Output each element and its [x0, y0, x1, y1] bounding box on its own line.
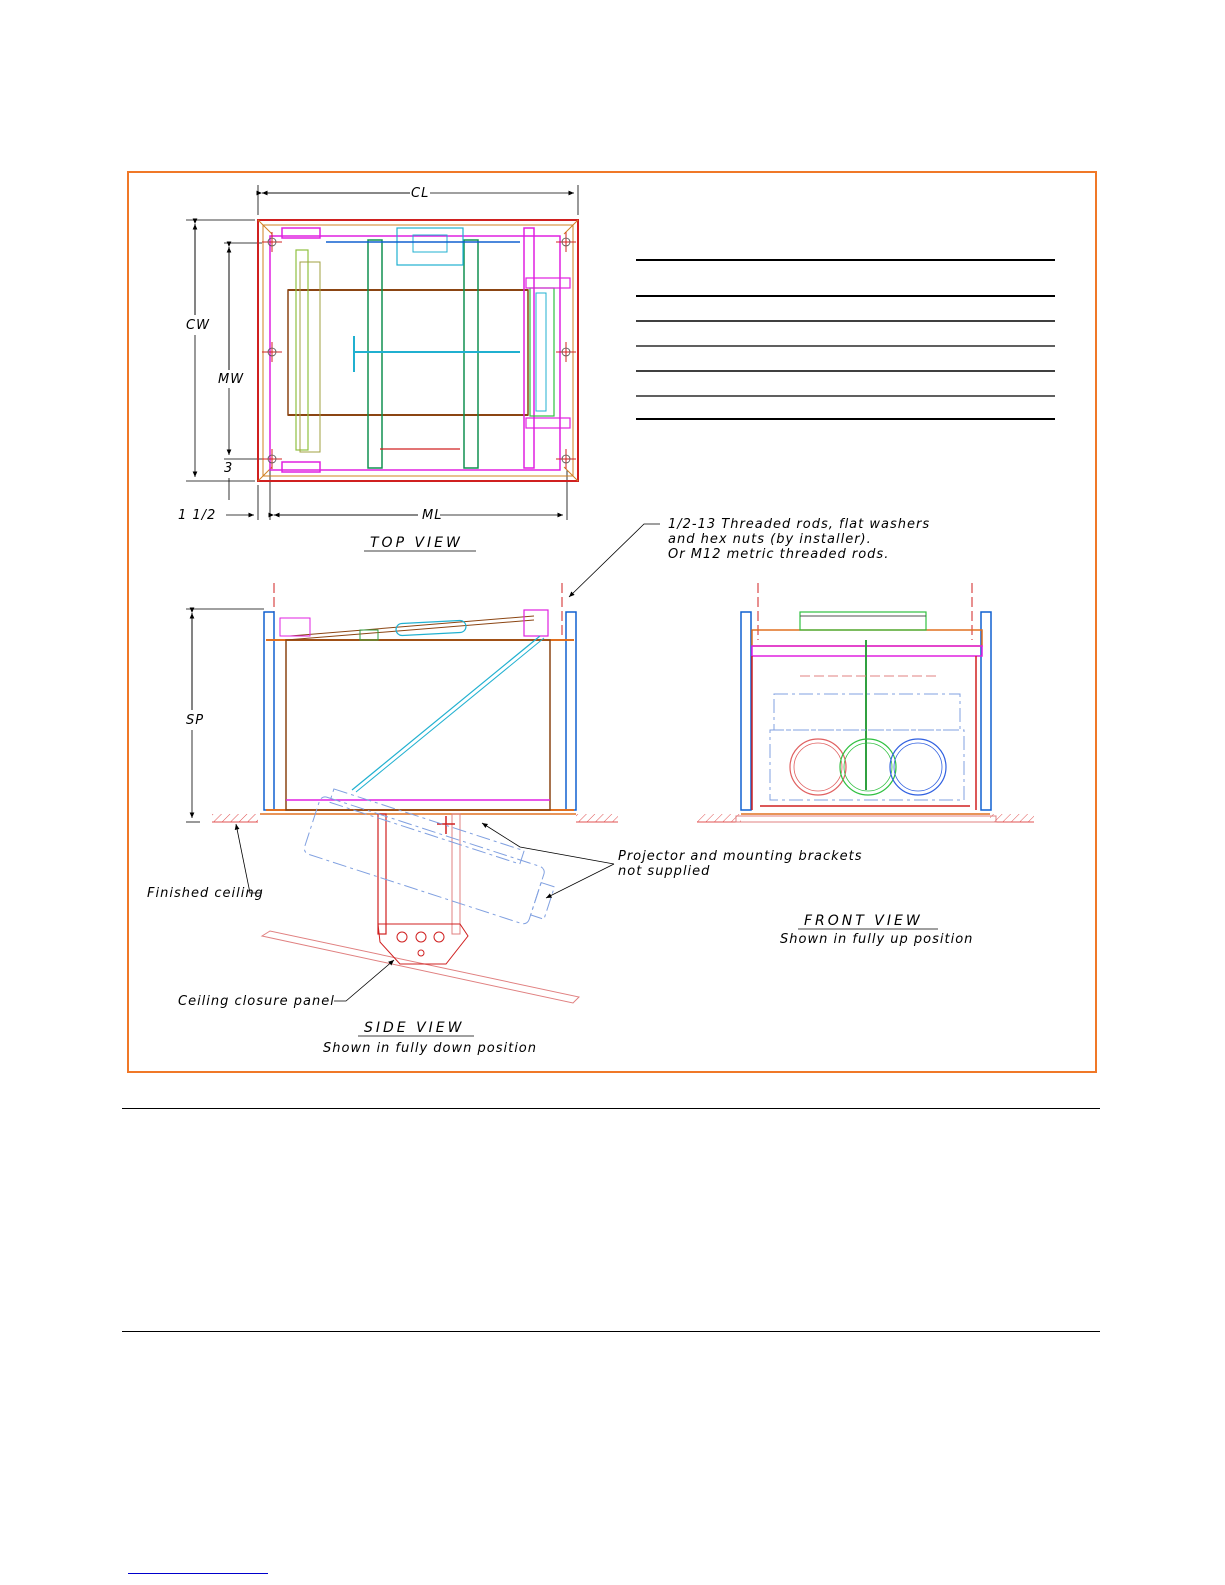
ceiling-hatch-left — [212, 814, 258, 822]
blank-table — [636, 260, 1055, 419]
three-label: 3 — [224, 461, 234, 476]
closure-panel-label: Ceiling closure panel — [178, 994, 335, 1009]
rods-line3: Or M12 metric threaded rods. — [668, 547, 890, 562]
cw-label: CW — [186, 318, 210, 333]
mw-label: MW — [218, 372, 245, 387]
one-half-label: 1 1/2 — [178, 508, 217, 523]
cw-dimension — [186, 220, 255, 481]
ceiling-hatch-front-left — [697, 814, 741, 822]
side-view-title: SIDE VIEW — [364, 1020, 465, 1036]
finished-ceiling-label: Finished ceiling — [147, 886, 264, 901]
ml-label: ML — [422, 508, 443, 523]
side-view — [147, 583, 863, 1056]
ml-dimension — [226, 470, 567, 520]
side-view-subtitle: Shown in fully down position — [323, 1041, 537, 1056]
ceiling-hatch-right — [576, 814, 618, 822]
ceiling-hatch-front-right — [990, 814, 1034, 822]
rods-line2: and hex nuts (by installer). — [668, 532, 872, 547]
threaded-rods-callout — [569, 517, 930, 597]
divider-top — [122, 1108, 1100, 1109]
footer-link-underline — [128, 1573, 268, 1574]
top-view — [178, 185, 578, 551]
cl-label: CL — [411, 186, 430, 201]
front-view — [697, 583, 1034, 947]
projector-line1: Projector and mounting brackets — [618, 849, 863, 864]
rods-line1: 1/2-13 Threaded rods, flat washers — [668, 517, 931, 532]
sp-label: SP — [186, 713, 205, 728]
front-view-subtitle: Shown in fully up position — [780, 932, 974, 947]
top-view-title: TOP VIEW — [370, 535, 463, 551]
housing-inner — [263, 225, 573, 476]
front-view-title: FRONT VIEW — [804, 913, 923, 929]
projector-line2: not supplied — [618, 864, 711, 879]
divider-bottom — [122, 1331, 1100, 1332]
